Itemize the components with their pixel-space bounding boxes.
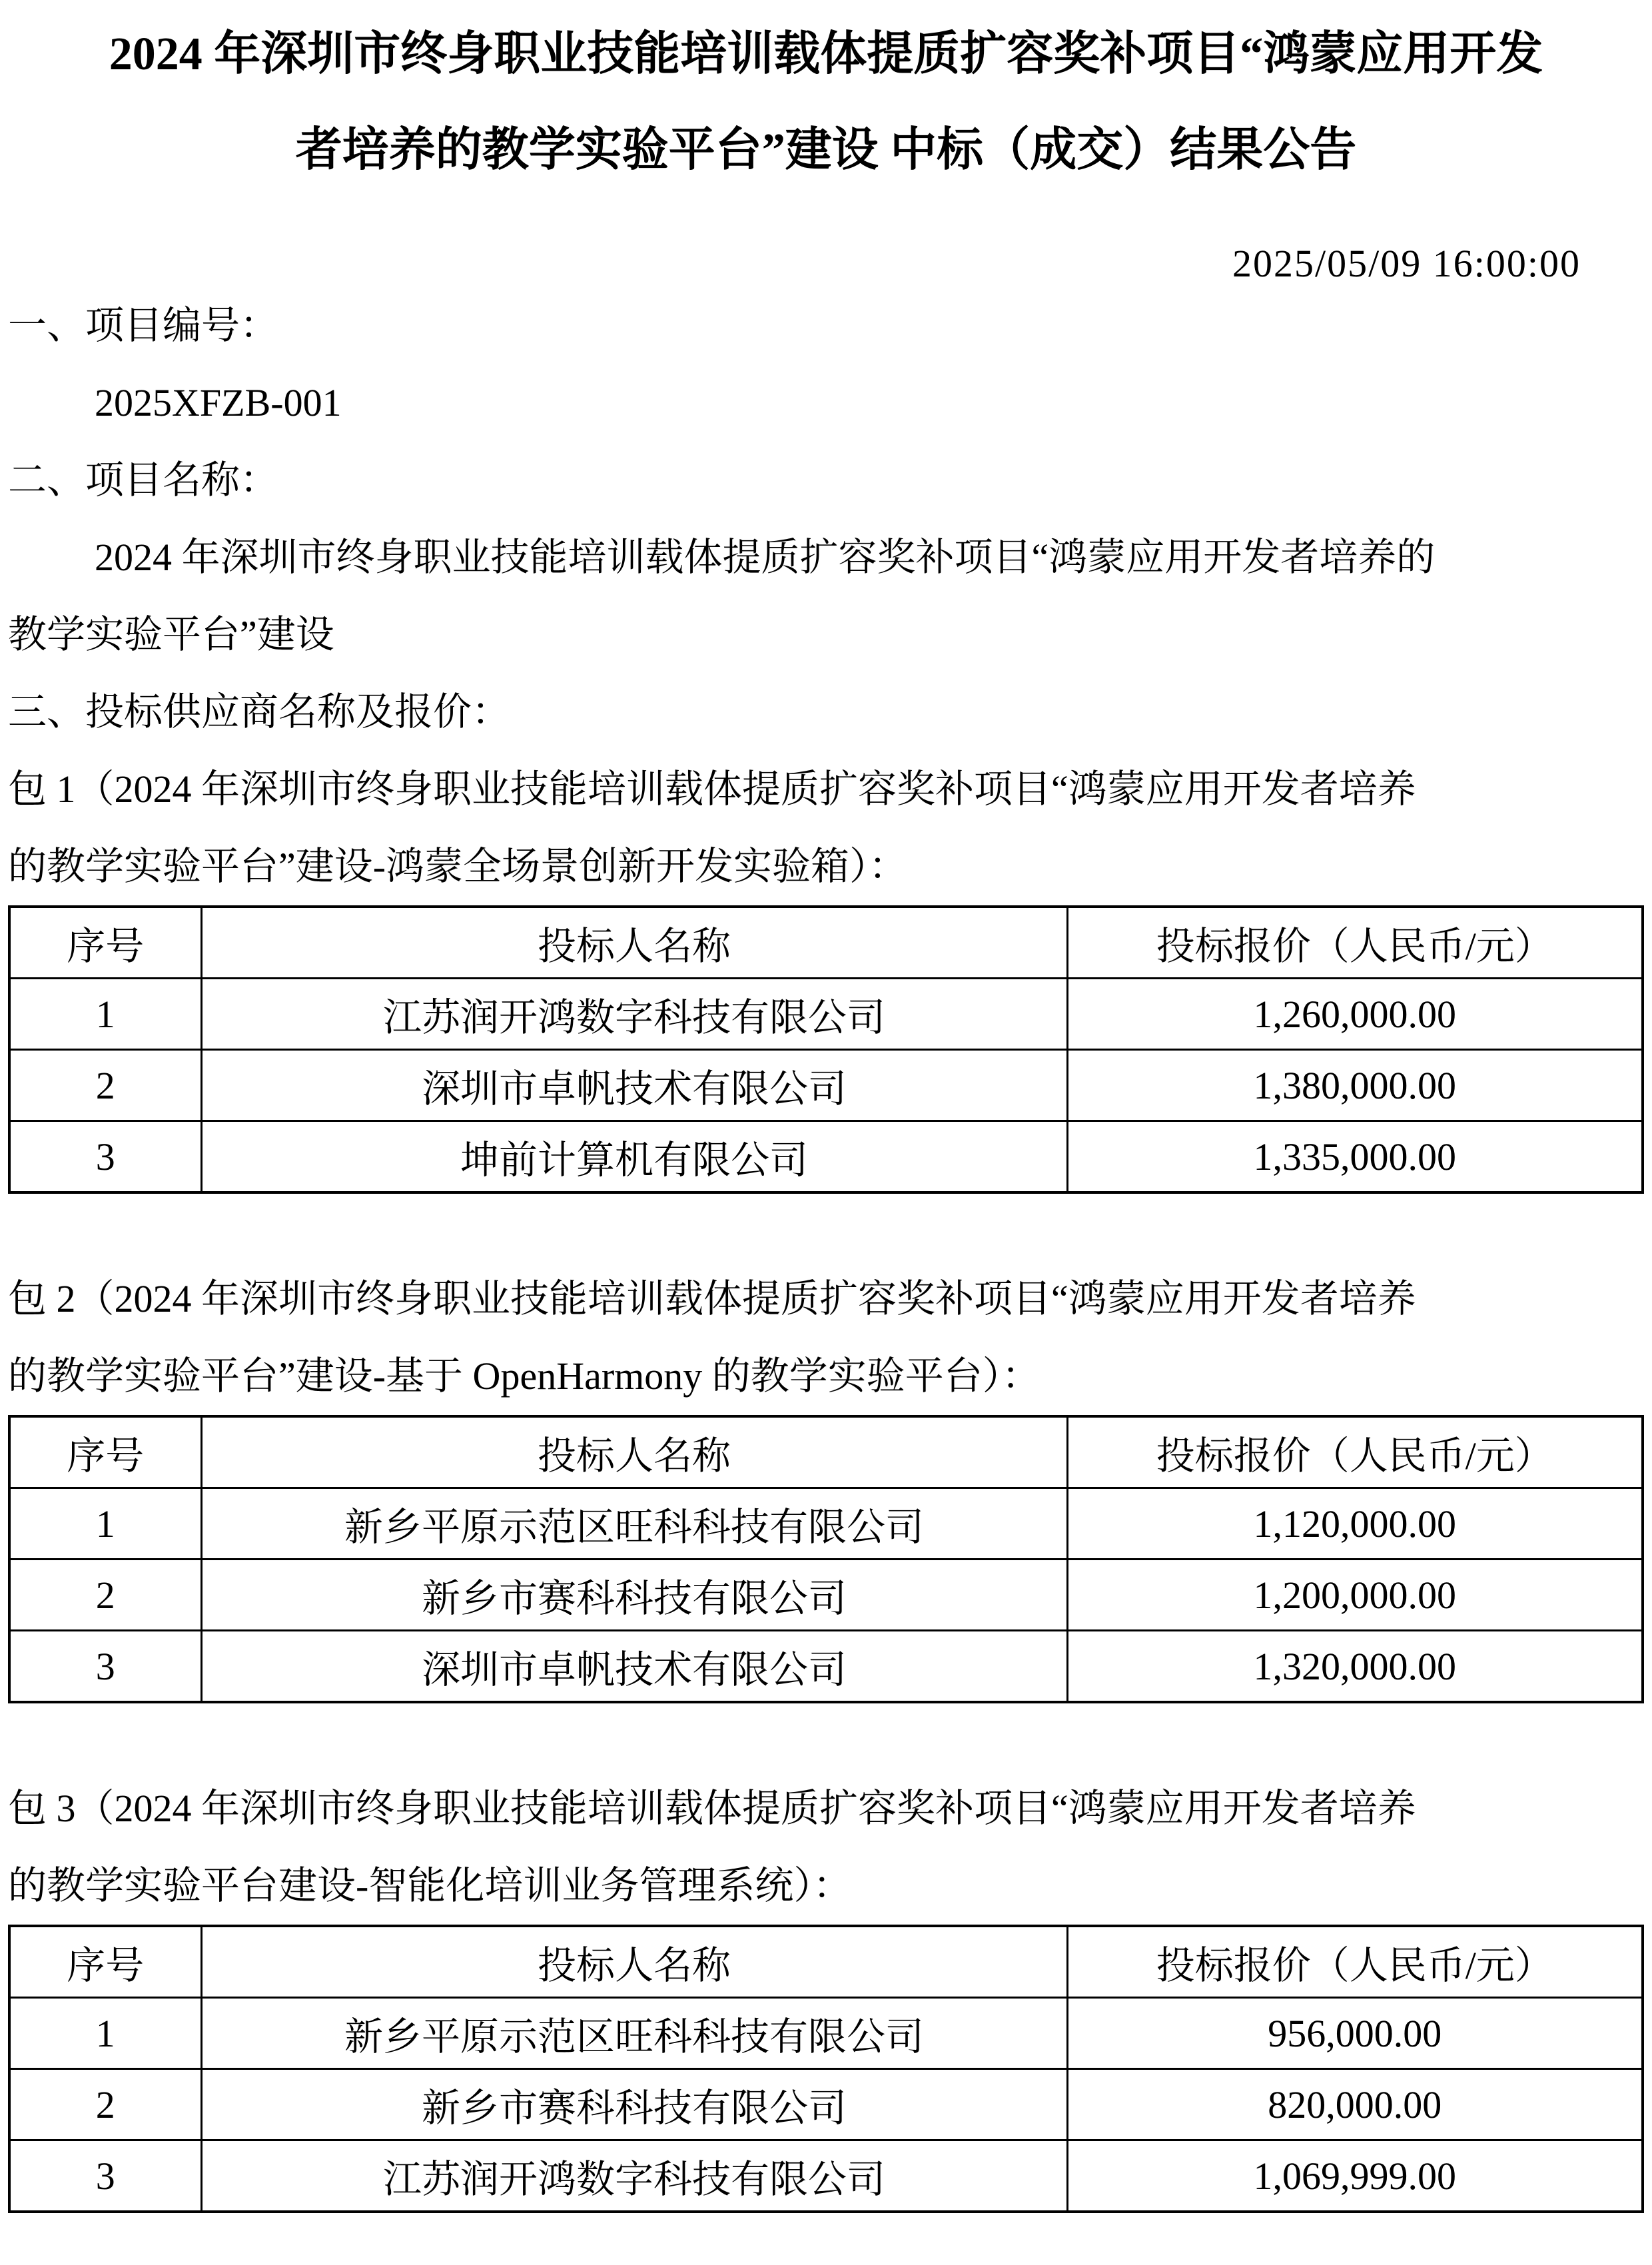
cell-price: 1,260,000.00 xyxy=(1067,979,1643,1050)
package-1-bid-table xyxy=(8,905,1644,1194)
project-name-line-1: 2024 年深圳市终身职业技能培训载体提质扩容奖补项目“鸿蒙应用开发者培养的 xyxy=(95,536,1436,579)
cell-seq: 2 xyxy=(9,2069,201,2140)
cell-bidder: 江苏润开鸿数字科技有限公司 xyxy=(201,2140,1067,2212)
table-row xyxy=(9,979,1643,1050)
table-row xyxy=(9,2140,1643,2212)
section-1-heading: 一、项目编号： xyxy=(8,304,279,347)
column-header-price: 投标报价（人民币/元） xyxy=(1067,1926,1643,1998)
cell-bidder: 江苏润开鸿数字科技有限公司 xyxy=(201,979,1067,1050)
table-row xyxy=(9,1631,1643,1703)
table-header-row xyxy=(9,1416,1643,1488)
cell-price: 1,335,000.00 xyxy=(1067,1121,1643,1193)
table-header-row xyxy=(9,907,1643,979)
table-row xyxy=(9,1560,1643,1631)
cell-bidder: 新乡市赛科科技有限公司 xyxy=(201,2069,1067,2140)
package-3-intro xyxy=(8,1770,1644,1925)
cell-seq: 3 xyxy=(9,1631,201,1703)
table-row xyxy=(9,1488,1643,1560)
cell-price: 956,000.00 xyxy=(1067,1998,1643,2069)
package-3-bid-table xyxy=(8,1925,1644,2213)
cell-seq: 3 xyxy=(9,1121,201,1193)
column-header-bidder: 投标人名称 xyxy=(201,1416,1067,1488)
project-number-value: 2025XFZB-001 xyxy=(95,381,342,424)
cell-price: 820,000.00 xyxy=(1067,2069,1643,2140)
cell-seq: 2 xyxy=(9,1560,201,1631)
cell-price: 1,380,000.00 xyxy=(1067,1050,1643,1121)
column-header-bidder: 投标人名称 xyxy=(201,1926,1067,1998)
table-row xyxy=(9,1050,1643,1121)
table-row xyxy=(9,1121,1643,1193)
package-1-intro xyxy=(8,751,1644,905)
cell-bidder: 新乡平原示范区旺科科技有限公司 xyxy=(201,1488,1067,1560)
table-row xyxy=(9,1998,1643,2069)
cell-price: 1,200,000.00 xyxy=(1067,1560,1643,1631)
cell-bidder: 新乡平原示范区旺科科技有限公司 xyxy=(201,1998,1067,2069)
cell-seq: 1 xyxy=(9,1998,201,2069)
section-3-heading: 三、投标供应商名称及报价： xyxy=(8,690,511,733)
package-1-intro-line-2: 的教学实验平台”建设-鸿蒙全场景创新开发实验箱）： xyxy=(8,845,908,888)
table-header-row xyxy=(9,1926,1643,1998)
package-1-intro-line-1: 包 1（2024 年深圳市终身职业技能培训载体提质扩容奖补项目“鸿蒙应用开发者培养 xyxy=(8,767,1416,811)
cell-seq: 1 xyxy=(9,979,201,1050)
cell-price: 1,120,000.00 xyxy=(1067,1488,1643,1560)
package-3-intro-line-1: 包 3（2024 年深圳市终身职业技能培训载体提质扩容奖补项目“鸿蒙应用开发者培养 xyxy=(8,1787,1416,1830)
cell-bidder: 坤前计算机有限公司 xyxy=(201,1121,1067,1193)
cell-bidder: 深圳市卓帆技术有限公司 xyxy=(201,1050,1067,1121)
page-title xyxy=(8,7,1644,198)
package-2-intro-line-2: 的教学实验平台”建设-基于 OpenHarmony 的教学实验平台）： xyxy=(8,1354,1040,1398)
column-header-price: 投标报价（人民币/元） xyxy=(1067,1416,1643,1488)
section-2-heading: 二、项目名称： xyxy=(8,458,279,502)
page-title-line-1: 2024 年深圳市终身职业技能培训载体提质扩容奖补项目“鸿蒙应用开发 xyxy=(109,29,1543,80)
publish-datetime: 2025/05/09 16:00:00 xyxy=(1232,242,1581,285)
cell-seq: 1 xyxy=(9,1488,201,1560)
cell-price: 1,320,000.00 xyxy=(1067,1631,1643,1703)
cell-price: 1,069,999.00 xyxy=(1067,2140,1643,2212)
cell-bidder: 深圳市卓帆技术有限公司 xyxy=(201,1631,1067,1703)
column-header-seq: 序号 xyxy=(9,907,201,979)
cell-seq: 2 xyxy=(9,1050,201,1121)
package-3-intro-line-2: 的教学实验平台建设-智能化培训业务管理系统）： xyxy=(8,1864,852,1907)
document-body xyxy=(8,287,1644,2213)
package-2-intro-line-1: 包 2（2024 年深圳市终身职业技能培训载体提质扩容奖补项目“鸿蒙应用开发者培养 xyxy=(8,1277,1416,1320)
column-header-seq: 序号 xyxy=(9,1416,201,1488)
page-title-line-2: 者培养的教学实验平台”建设 中标（成交）结果公告 xyxy=(295,124,1357,176)
project-name-line-2: 教学实验平台”建设 xyxy=(8,613,334,656)
column-header-seq: 序号 xyxy=(9,1926,201,1998)
cell-bidder: 新乡市赛科科技有限公司 xyxy=(201,1560,1067,1631)
table-row xyxy=(9,2069,1643,2140)
package-2-bid-table xyxy=(8,1415,1644,1703)
column-header-price: 投标报价（人民币/元） xyxy=(1067,907,1643,979)
cell-seq: 3 xyxy=(9,2140,201,2212)
column-header-bidder: 投标人名称 xyxy=(201,907,1067,979)
package-2-intro xyxy=(8,1260,1644,1415)
